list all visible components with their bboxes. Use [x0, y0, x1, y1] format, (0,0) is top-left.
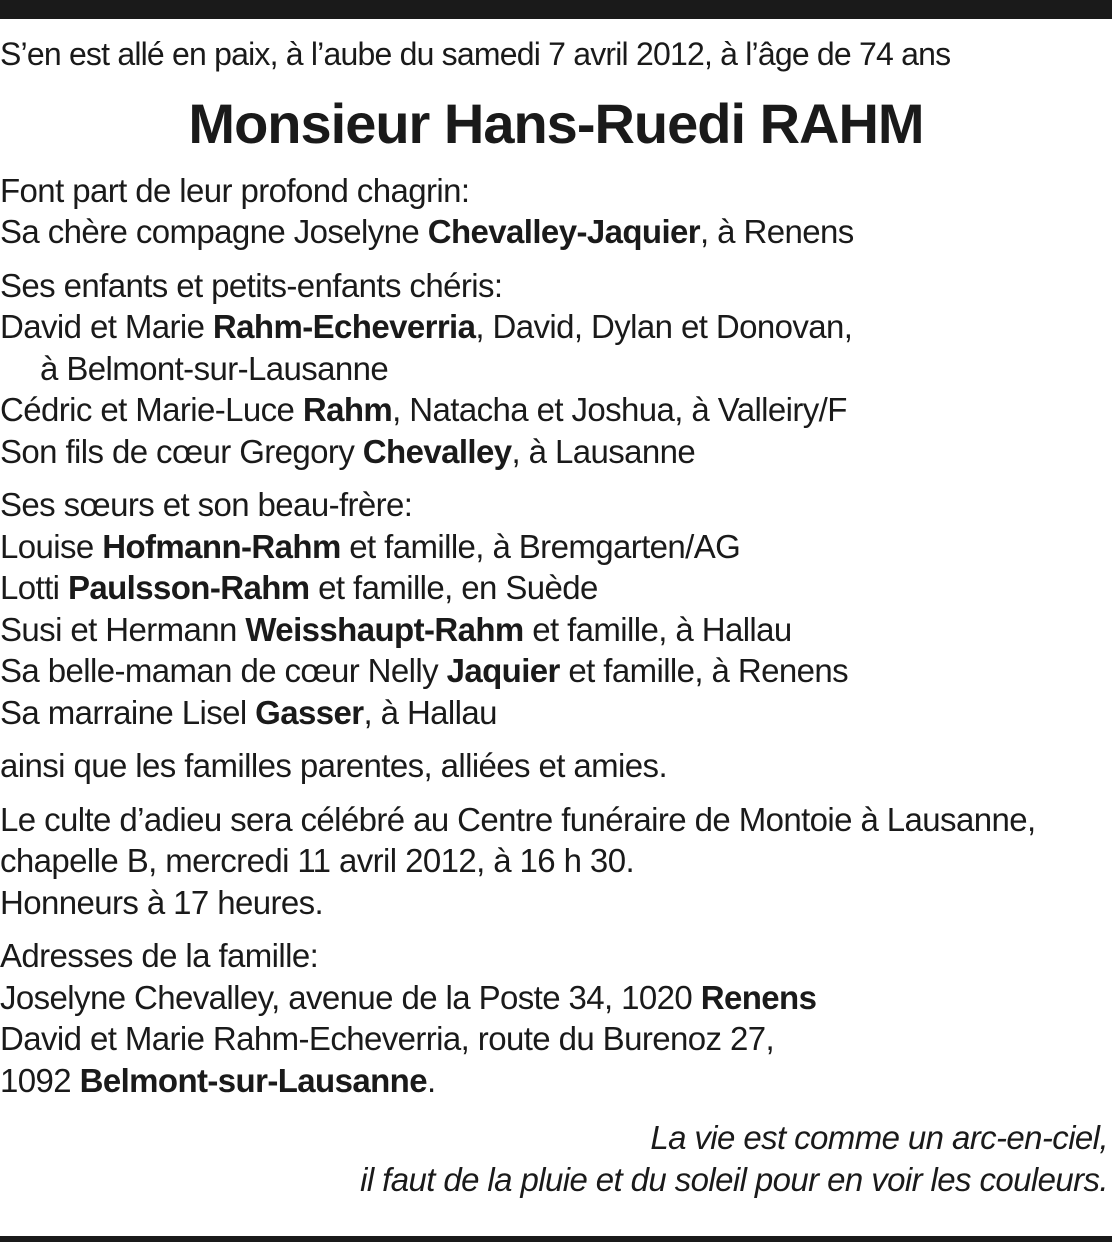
- line-suffix: , Natacha et Joshua, à Valleiry/F: [392, 391, 847, 428]
- children-heading: Ses enfants et petits-enfants chéris:: [0, 266, 503, 304]
- line-suffix: , à Hallau: [363, 693, 497, 731]
- bottom-border-rule: [0, 1236, 1112, 1242]
- ceremony-line: Honneurs à 17 heures.: [0, 883, 324, 921]
- intro-line: S’en est allé en paix, à l’aube du samedi 7 avril 2012, à l’âge de 74 ans: [0, 36, 951, 72]
- top-border-rule: [0, 0, 1112, 19]
- family-member-line-continuation: à Belmont-sur-Lausanne: [40, 349, 389, 387]
- line-suffix: , à Renens: [700, 213, 854, 250]
- line-suffix: et famille, à Hallau: [523, 610, 792, 648]
- line-suffix: .: [426, 1061, 436, 1099]
- families-section: [0, 745, 1112, 787]
- address-line: David et Marie Rahm-Echeverria, route du Burenoz 27,: [0, 1020, 775, 1057]
- quote-line: La vie est comme un arc-en-ciel,: [650, 1119, 1108, 1156]
- address-line: [0, 1060, 1112, 1102]
- family-member-line: [0, 389, 1112, 431]
- surname: Weisshaupt-Rahm: [245, 610, 524, 648]
- line-prefix: Sa marraine Lisel: [0, 693, 256, 731]
- city: Belmont-sur-Lausanne: [79, 1061, 427, 1099]
- family-member-line: [0, 211, 1112, 253]
- siblings-section: [0, 484, 1112, 733]
- surname: Paulsson-Rahm: [67, 569, 310, 606]
- obituary-notice: [0, 34, 1112, 1200]
- line-prefix: Son fils de cœur Gregory: [0, 432, 363, 470]
- surname: Hofmann-Rahm: [102, 527, 341, 565]
- surname: Jaquier: [446, 652, 560, 689]
- line-prefix: 1092: [0, 1061, 80, 1099]
- families-line: ainsi que les familles parentes, alliées et amies.: [0, 747, 668, 784]
- line-suffix: et famille, à Bremgarten/AG: [340, 527, 741, 565]
- chagrin-heading: Font part de leur profond chagrin:: [0, 171, 470, 209]
- surname: Chevalley: [362, 432, 512, 470]
- line-suffix: et famille, à Renens: [559, 652, 849, 689]
- line-prefix: Sa chère compagne Joselyne: [0, 213, 428, 250]
- surname: Rahm-Echeverria: [212, 308, 476, 345]
- line-suffix: , à Lausanne: [511, 432, 696, 470]
- line-prefix: Sa belle-maman de cœur Nelly: [0, 652, 447, 689]
- family-member-line: [0, 431, 1112, 473]
- addresses-section: [0, 935, 1112, 1101]
- family-member-line: [0, 609, 1112, 651]
- line-prefix: Lotti: [0, 569, 68, 606]
- city: Renens: [700, 978, 817, 1016]
- closing-quote: [0, 1117, 1112, 1200]
- line-prefix: Joselyne Chevalley, avenue de la Poste 34, 1020: [0, 978, 701, 1016]
- children-section: [0, 265, 1112, 473]
- addresses-heading: Adresses de la famille:: [0, 937, 319, 974]
- surname: Chevalley-Jaquier: [427, 213, 701, 250]
- line-prefix: David et Marie: [0, 308, 213, 345]
- address-line: [0, 977, 1112, 1019]
- family-member-line: [0, 526, 1112, 568]
- line-prefix: Louise: [0, 527, 103, 565]
- line-suffix: , David, Dylan et Donovan,: [475, 308, 853, 345]
- line-prefix: Cédric et Marie-Luce: [0, 391, 303, 428]
- siblings-heading: Ses sœurs et son beau-frère:: [0, 486, 413, 523]
- family-member-line: [0, 650, 1112, 692]
- ceremony-line: chapelle B, mercredi 11 avril 2012, à 16 h 30.: [0, 842, 635, 879]
- surname: Gasser: [255, 693, 364, 731]
- family-member-line: [0, 692, 1112, 734]
- surname: Rahm: [302, 391, 393, 428]
- chagrin-section: [0, 170, 1112, 253]
- line-prefix: Susi et Hermann: [0, 610, 246, 648]
- quote-line: il faut de la pluie et du soleil pour en voir les couleurs.: [360, 1160, 1108, 1198]
- ceremony-line: Le culte d’adieu sera célébré au Centre funéraire de Montoie à Lausanne,: [0, 800, 1036, 838]
- deceased-name: Monsieur Hans-Ruedi RAHM: [188, 91, 924, 155]
- line-suffix: et famille, en Suède: [309, 569, 598, 606]
- family-member-line: [0, 306, 1112, 348]
- family-member-line: [0, 567, 1112, 609]
- ceremony-section: [0, 799, 1112, 924]
